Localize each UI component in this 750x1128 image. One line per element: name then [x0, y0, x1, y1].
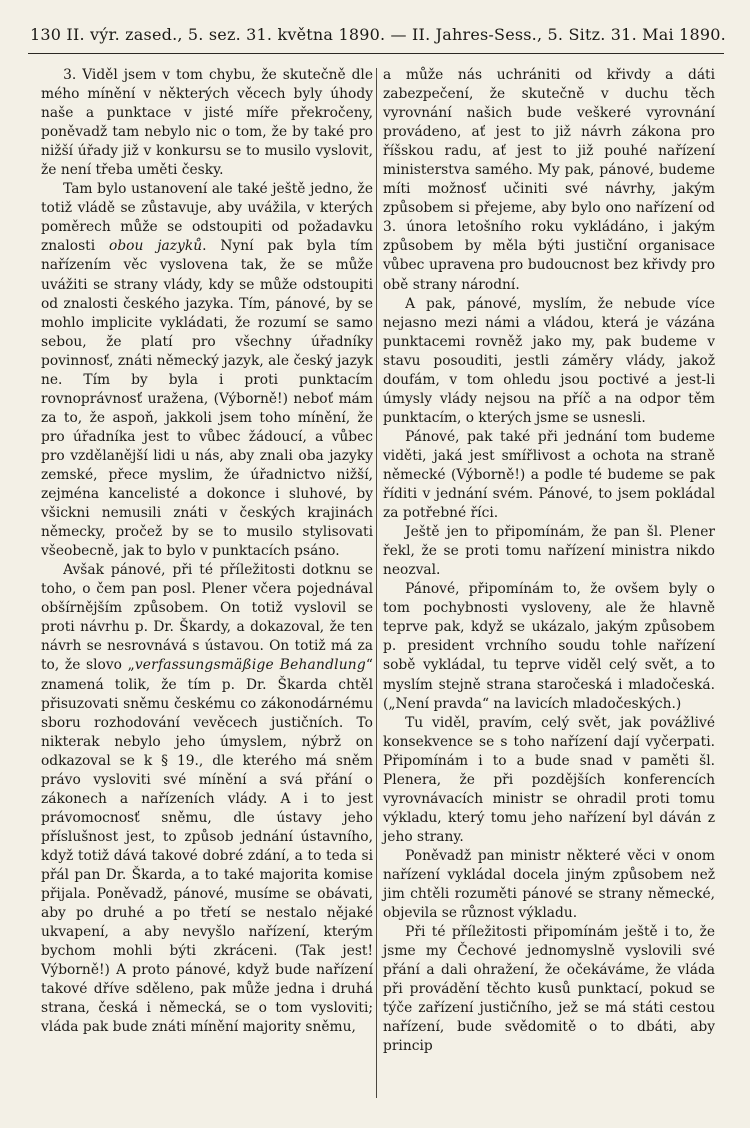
page-header: 130 II. výr. zased., 5. sez. 31. května 1890. — II. Jahres-Sess., 5. Sitz. 31. Mai 1890. — [30, 25, 726, 44]
paragraph: Ještě jen to připomínám, že pan šl. Plener řekl, že se proti tomu nařízení ministra nikdo neozval. — [383, 524, 715, 579]
text-run: “ znamená tolik, že tím p. Dr. Škarda chtěl přisuzovati sněmu českému co zákonodárnému sboru rozhodování vevěcech justičních. To nikterak nebylo jeho úmyslem, nýbrž on odkazoval se k § 19., dle kterého má sněm právo vysloviti své mínění a svá přání o zákonech a nařízeních vlády. A i to jest právomocnosť sněmu, dle ústavy jeho příslušnost jest, to způsob jednání ústavního, když totiž dává takové dobré zdání, a to teda si přál pan Dr. Škarda, a to také majorita komise přijala. Poněvadž, pánové, musíme se obávati, aby po druhé a po třetí se nestalo nějaké ukvapení, a aby nevyšlo nařízení, kterým bychom mohli býti zkráceni. (Tak jest! Výborně!) A proto pánové, když bude nařízení takové dříve sděleno, pak může jedna i druhá strana, česká i německá, se o tom vysloviti; vláda pak bude znáti mínění majority sněmu, — [41, 657, 373, 1036]
paragraph: Tu viděl, pravím, celý svět, jak povážlivé konsekvence se s toho nařízení dají vyčerpati. Připomínám i to a bude snad v paměti šl. Plenera, že při pozdějších konferencích vyrovnávacích ministr se ohradil proti tomu výkladu, který tomu jeho nařízení byl dáván z jeho strany. — [383, 714, 715, 845]
paragraph: Pánové, pak také při jednání tom budeme viděti, jaká jest smířlivost a ochota na straně německé (Výborně!) a podle té budeme se pak říditi v jednání svém. Pánové, to jsem pokládal za potřebné říci. — [383, 428, 715, 522]
right-column — [383, 66, 715, 1056]
column-divider — [376, 68, 377, 1098]
text-run: . Nyní pak byla tím nařízením věc vyslovena tak, že se může uvážiti se strany vlády, kdy se může odstoupiti od znalosti českého jazyka. Tím, pánové, by se mohlo implicite vykládati, že rozumí se samo sebou, že platí pro všechny úřadníky povinnosť, znáti německý jazyk, ale český jazyk ne. Tím by byla i proti punktacím rovnoprávnosť uražena, (Výborně!) neboť mám za to, že aspoň, jakkoli jsem toho mínění, že pro úřadníka jest to vůbec žádoucí, a vůbec pro vzdělanější lidi u nás, aby znali oba jazyky zemské, přece myslim, že úřadnictvo nižší, zejména kancelisté a dokonce i sluhové, by všickni nemusili znáti v českých krajinách německy, pročež by se to musilo stylisovati všeobecně, jak to bylo v punktacích psáno. — [41, 238, 373, 560]
fraktur-quote: verfassungsmäßige Behandlung — [134, 657, 366, 674]
paragraph: Při té příležitosti připomínám ještě i to, že jsme my Čechové jednomyslně vyslovili své přání a dali ohražení, že očekáváme, že vláda při provádění těchto kusů punktací, pokud se týče zařízení justičního, jež se má státi cestou nařízení, bude svědomitě o to dbáti, aby princip — [383, 924, 715, 1055]
paragraph: a může nás uchrániti od křivdy a dáti zabezpečení, že skutečně v duchu těch vyrovnání našich bude veškeré vyrovnání provádeno, ať jest to již návrh zákona pro říšskou radu, ať jest to již pouhé nařízení ministerstva samého. My pak, pánové, budeme míti možnosť učiniti své návrhy, jakým způsobem si přejeme, aby bylo ono nařízení od 3. února letošního roku vykládáno, i jakým způsobem by měla býti justiční organisace vůbec upravena pro budoucnost bez křivdy pro obě strany národní. — [383, 67, 715, 293]
paragraph: A pak, pánové, myslím, že nebude více nejasno mezi námi a vládou, která je vázána punktacemi rovněž jako my, pak budeme v stavu posouditi, jestli záměry vlády, jakož doufám, v tom ohledu jsou poctivé a jest-li úmysly vlády nejsou na příč a na odpor těm punktacím, o kterých jsme se usnesli. — [383, 295, 715, 426]
paragraph: Poněvadž pan ministr některé věci v onom nařízení vykládal docela jiným způsobem než jim chtěli rozuměti pánové se strany německé, objevila se různost výkladu. — [383, 847, 715, 922]
left-column — [41, 66, 373, 1037]
paragraph: 3. Viděl jsem v tom chybu, že skutečně dle mého mínění v některých věcech byly úhody naše a punktace v jisté míře překročeny, poněvadž tam nebylo nic o tom, že by také pro nižší úřady již v konkursu se to musilo vyslovit, že není třeba uměti česky. — [41, 67, 373, 179]
text-run: Avšak pánové, při té příležitosti dotknu se toho, o čem pan posl. Plener včera pojednával obšírnějším způsobem. On totiž vyslovil se proti návrhu p. Dr. Škardy, a dokazoval, že ten návrh se nesrovnává s ústavou. On totiž má za to, že slovo „ — [41, 562, 373, 674]
header-rule — [28, 53, 724, 54]
paragraph — [41, 561, 373, 1037]
paragraph — [41, 180, 373, 561]
text-run: Tam bylo ustanovení ale také ještě jedno, že totiž vládě se zůstavuje, aby uvážila, v kterých poměrech může se odstoupiti od požadavku znalosti — [41, 181, 373, 255]
emphasis-text: obou jazyků — [109, 238, 203, 255]
paragraph: Pánové, připomínám to, že ovšem byly o tom pochybnosti vysloveny, ale že hlavně teprve pak, když se ukázalo, jakým způsobem p. president vrchního soudu tohle nařízení sobě vykládal, tu teprve viděl celý svět, a to myslím stejně strana staročeská i mladočeská. („Není pravda“ na lavicích mladočeských.) — [383, 581, 715, 712]
